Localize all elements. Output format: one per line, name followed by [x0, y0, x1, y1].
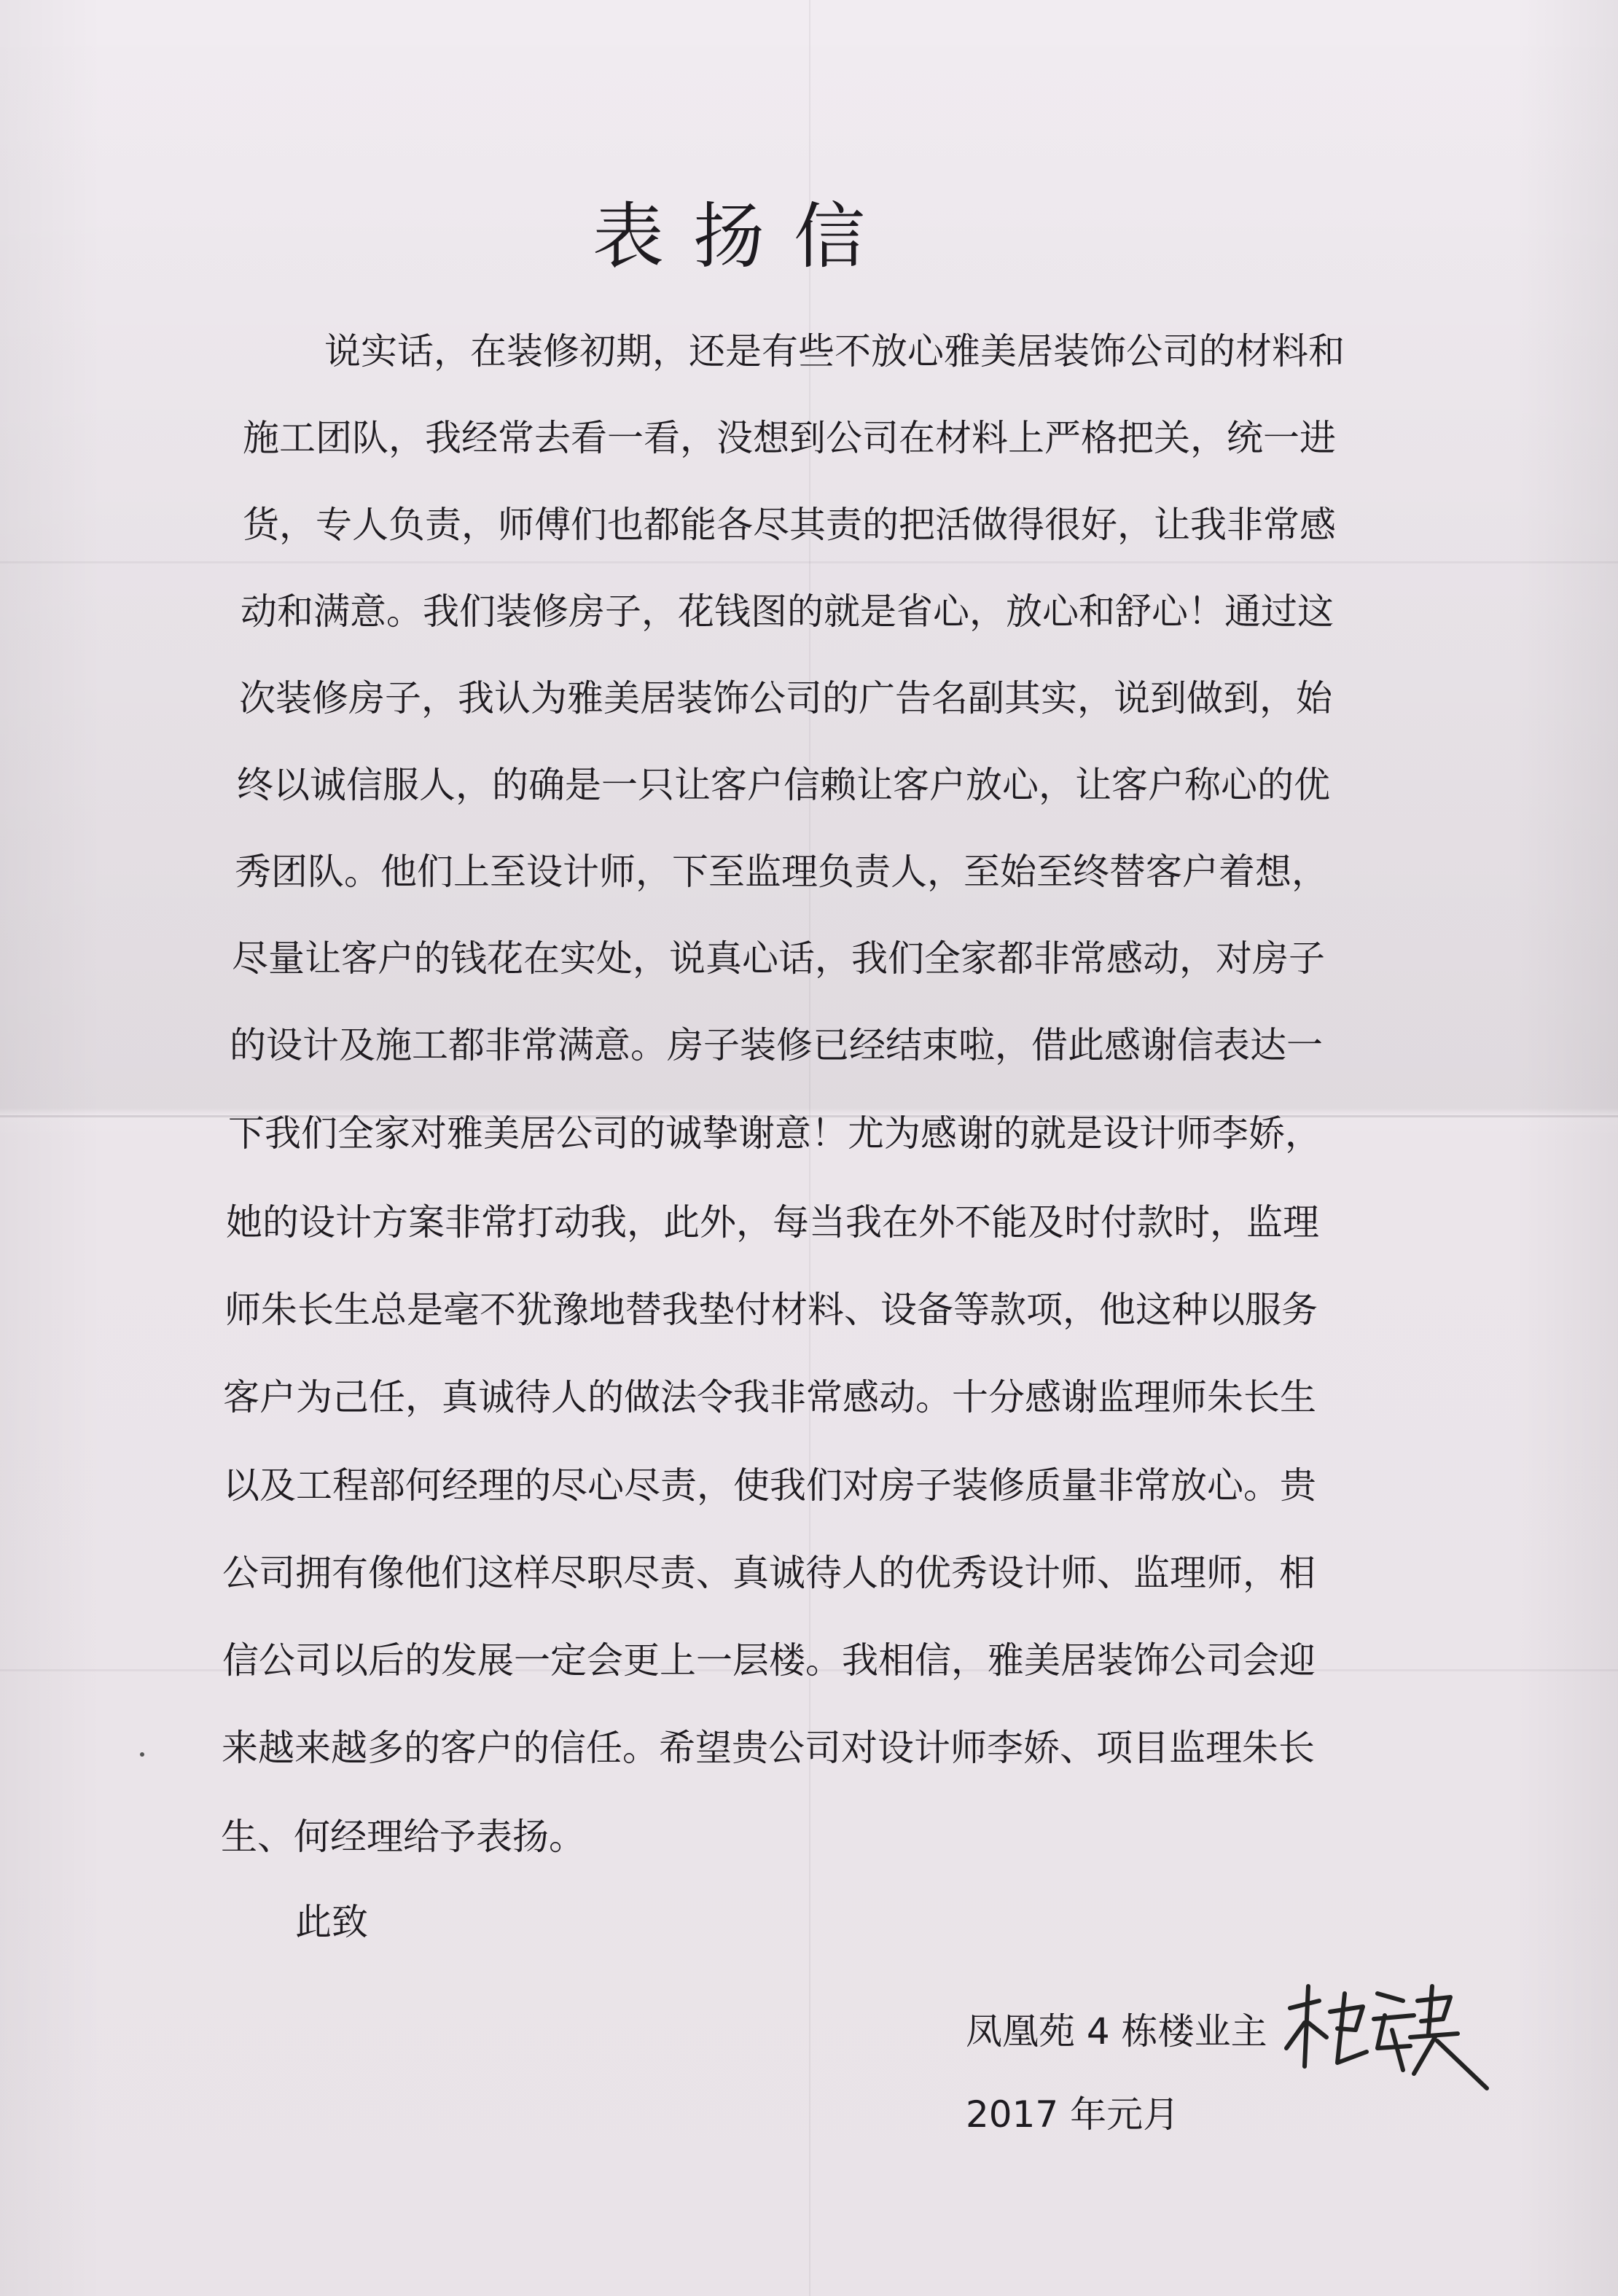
handwritten-signature — [1275, 1979, 1494, 2096]
body-line-1: 说实话，在装修初期，还是有些不放心雅美居装饰公司的材料和 — [324, 330, 1345, 372]
body-line-12: 师朱长生总是毫不犹豫地替我垫付材料、设备等款项，他这种以服务 — [224, 1289, 1318, 1331]
signer-line: 凤凰苑 4 栋楼业主 — [966, 2010, 1267, 2053]
body-line-13: 客户为己任，真诚待人的做法令我非常感动。十分感谢监理师朱长生 — [223, 1376, 1316, 1418]
body-line-7: 秀团队。他们上至设计师，下至监理负责人，至始至终替客户着想， — [235, 851, 1328, 893]
body-line-16: 信公司以后的发展一定会更上一层楼。我相信，雅美居装饰公司会迎 — [222, 1639, 1316, 1682]
body-line-3: 货，专人负责，师傅们也都能各尽其责的把活做得很好，让我非常感 — [243, 504, 1336, 546]
letter-date: 2017 年元月 — [966, 2093, 1180, 2136]
letter-title: 表扬信 — [592, 195, 894, 278]
body-line-15: 公司拥有像他们这样尽职尽责、真诚待人的优秀设计师、监理师，相 — [222, 1552, 1316, 1594]
body-line-18: 生、何经理给予表扬。 — [221, 1816, 585, 1858]
body-line-4: 动和满意。我们装修房子，花钱图的就是省心，放心和舒心！通过这 — [241, 590, 1334, 633]
body-line-11: 她的设计方案非常打动我，此外，每当我在外不能及时付款时，监理 — [226, 1201, 1319, 1243]
body-line-5: 次装修房子，我认为雅美居装饰公司的广告名副其实，说到做到，始 — [239, 677, 1332, 719]
body-line-8: 尽量让客户的钱花在实处，说真心话，我们全家都非常感动，对房子 — [232, 937, 1325, 980]
body-line-6: 终以诚信服人，的确是一只让客户信赖让客户放心，让客户称心的优 — [237, 764, 1330, 806]
body-line-2: 施工团队，我经常去看一看，没想到公司在材料上严格把关，统一进 — [243, 417, 1336, 459]
paper-speck — [140, 1752, 144, 1757]
body-line-10: 下我们全家对雅美居公司的诚挚谢意！尤为感谢的就是设计师李娇， — [228, 1112, 1321, 1155]
body-line-14: 以及工程部何经理的尽心尽责，使我们对房子装修质量非常放心。贵 — [223, 1464, 1316, 1507]
body-line-9: 的设计及施工都非常满意。房子装修已经结束啦，借此感谢信表达一 — [230, 1024, 1323, 1066]
body-line-17: 来越来越多的客户的信任。希望贵公司对设计师李娇、项目监理朱长 — [222, 1727, 1315, 1769]
closing-salutation: 此致 — [295, 1901, 368, 1943]
